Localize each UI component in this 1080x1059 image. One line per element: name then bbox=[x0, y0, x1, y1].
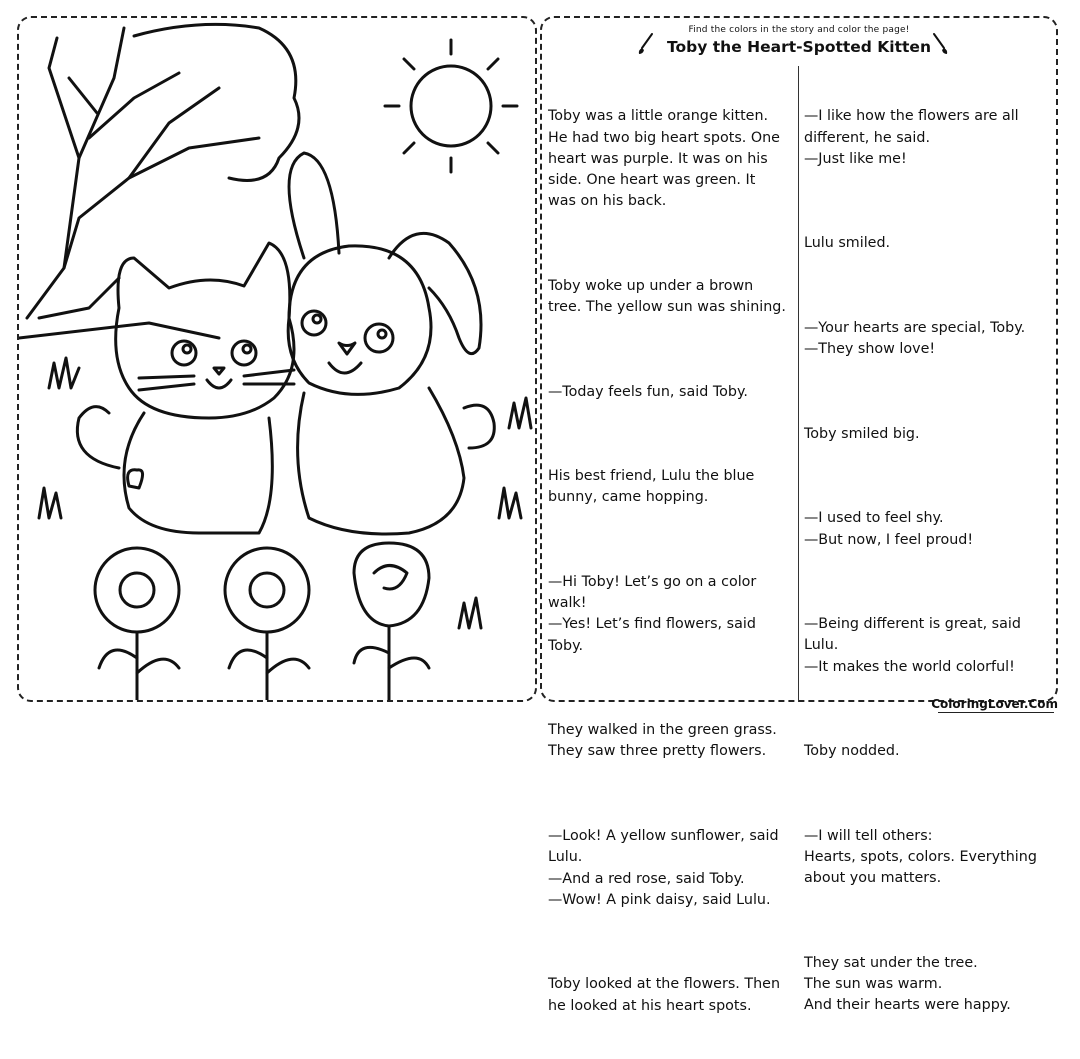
bunny-drawing bbox=[288, 153, 494, 534]
story-paragraph: —Look! A yellow sunflower, said Lulu. —And a red rose, said Toby. —Wow! A pink daisy, said Lulu. bbox=[548, 828, 779, 908]
story-paragraph: His best friend, Lulu the blue bunny, came hopping. bbox=[548, 468, 755, 506]
site-credit: ColoringLover.Com bbox=[931, 697, 1058, 711]
tree-drawing bbox=[19, 24, 299, 338]
story-paragraph: Lulu smiled. bbox=[804, 235, 891, 252]
story-paragraph: Toby nodded. bbox=[804, 743, 900, 760]
story-paragraph: Toby smiled big. bbox=[804, 425, 920, 442]
story-paragraph: Toby woke up under a brown tree. The yellow sun was shining. bbox=[548, 277, 786, 316]
story-right-column bbox=[804, 64, 1054, 1059]
story-paragraph: —Being different is great, said Lulu. —It makes the world colorful! bbox=[804, 616, 1021, 675]
story-left-column bbox=[548, 64, 796, 1059]
story-paragraph: —I will tell others: Hearts, spots, colors. Everything about you matters. bbox=[804, 827, 1037, 887]
flowers-drawing bbox=[95, 543, 429, 702]
story-paragraph: —I used to feel shy. —But now, I feel proud! bbox=[804, 510, 974, 548]
story-paragraph: Toby looked at the flowers. Then he looked at his heart spots. bbox=[548, 976, 781, 1014]
story-paragraph: They sat under the tree. The sun was warm. And their hearts were happy. bbox=[804, 954, 1011, 1014]
story-paragraph: —Today feels fun, said Toby. bbox=[548, 383, 748, 400]
column-divider bbox=[798, 66, 799, 702]
story-paragraph: —Your hearts are special, Toby. —They show love! bbox=[804, 320, 1026, 358]
sun-drawing bbox=[385, 40, 517, 172]
story-paragraph: They walked in the green grass. They saw three pretty flowers. bbox=[548, 722, 777, 760]
page-instruction: Find the colors in the story and color the page! bbox=[688, 25, 910, 35]
coloring-illustration-panel bbox=[17, 16, 537, 702]
story-paragraph: Toby was a little orange kitten. He had two big heart spots. One heart was purple. It was on his side. One heart was green. It was on his back. bbox=[548, 108, 780, 210]
credit-underline bbox=[938, 712, 1054, 713]
story-title: Toby the Heart-Spotted Kitten bbox=[667, 38, 931, 56]
story-paragraph: —Hi Toby! Let’s go on a color walk! —Yes! Let’s find flowers, said Toby. bbox=[548, 574, 757, 654]
story-paragraph: —I like how the flowers are all different, he said. —Just like me! bbox=[804, 108, 1019, 167]
coloring-illustration bbox=[19, 18, 537, 702]
